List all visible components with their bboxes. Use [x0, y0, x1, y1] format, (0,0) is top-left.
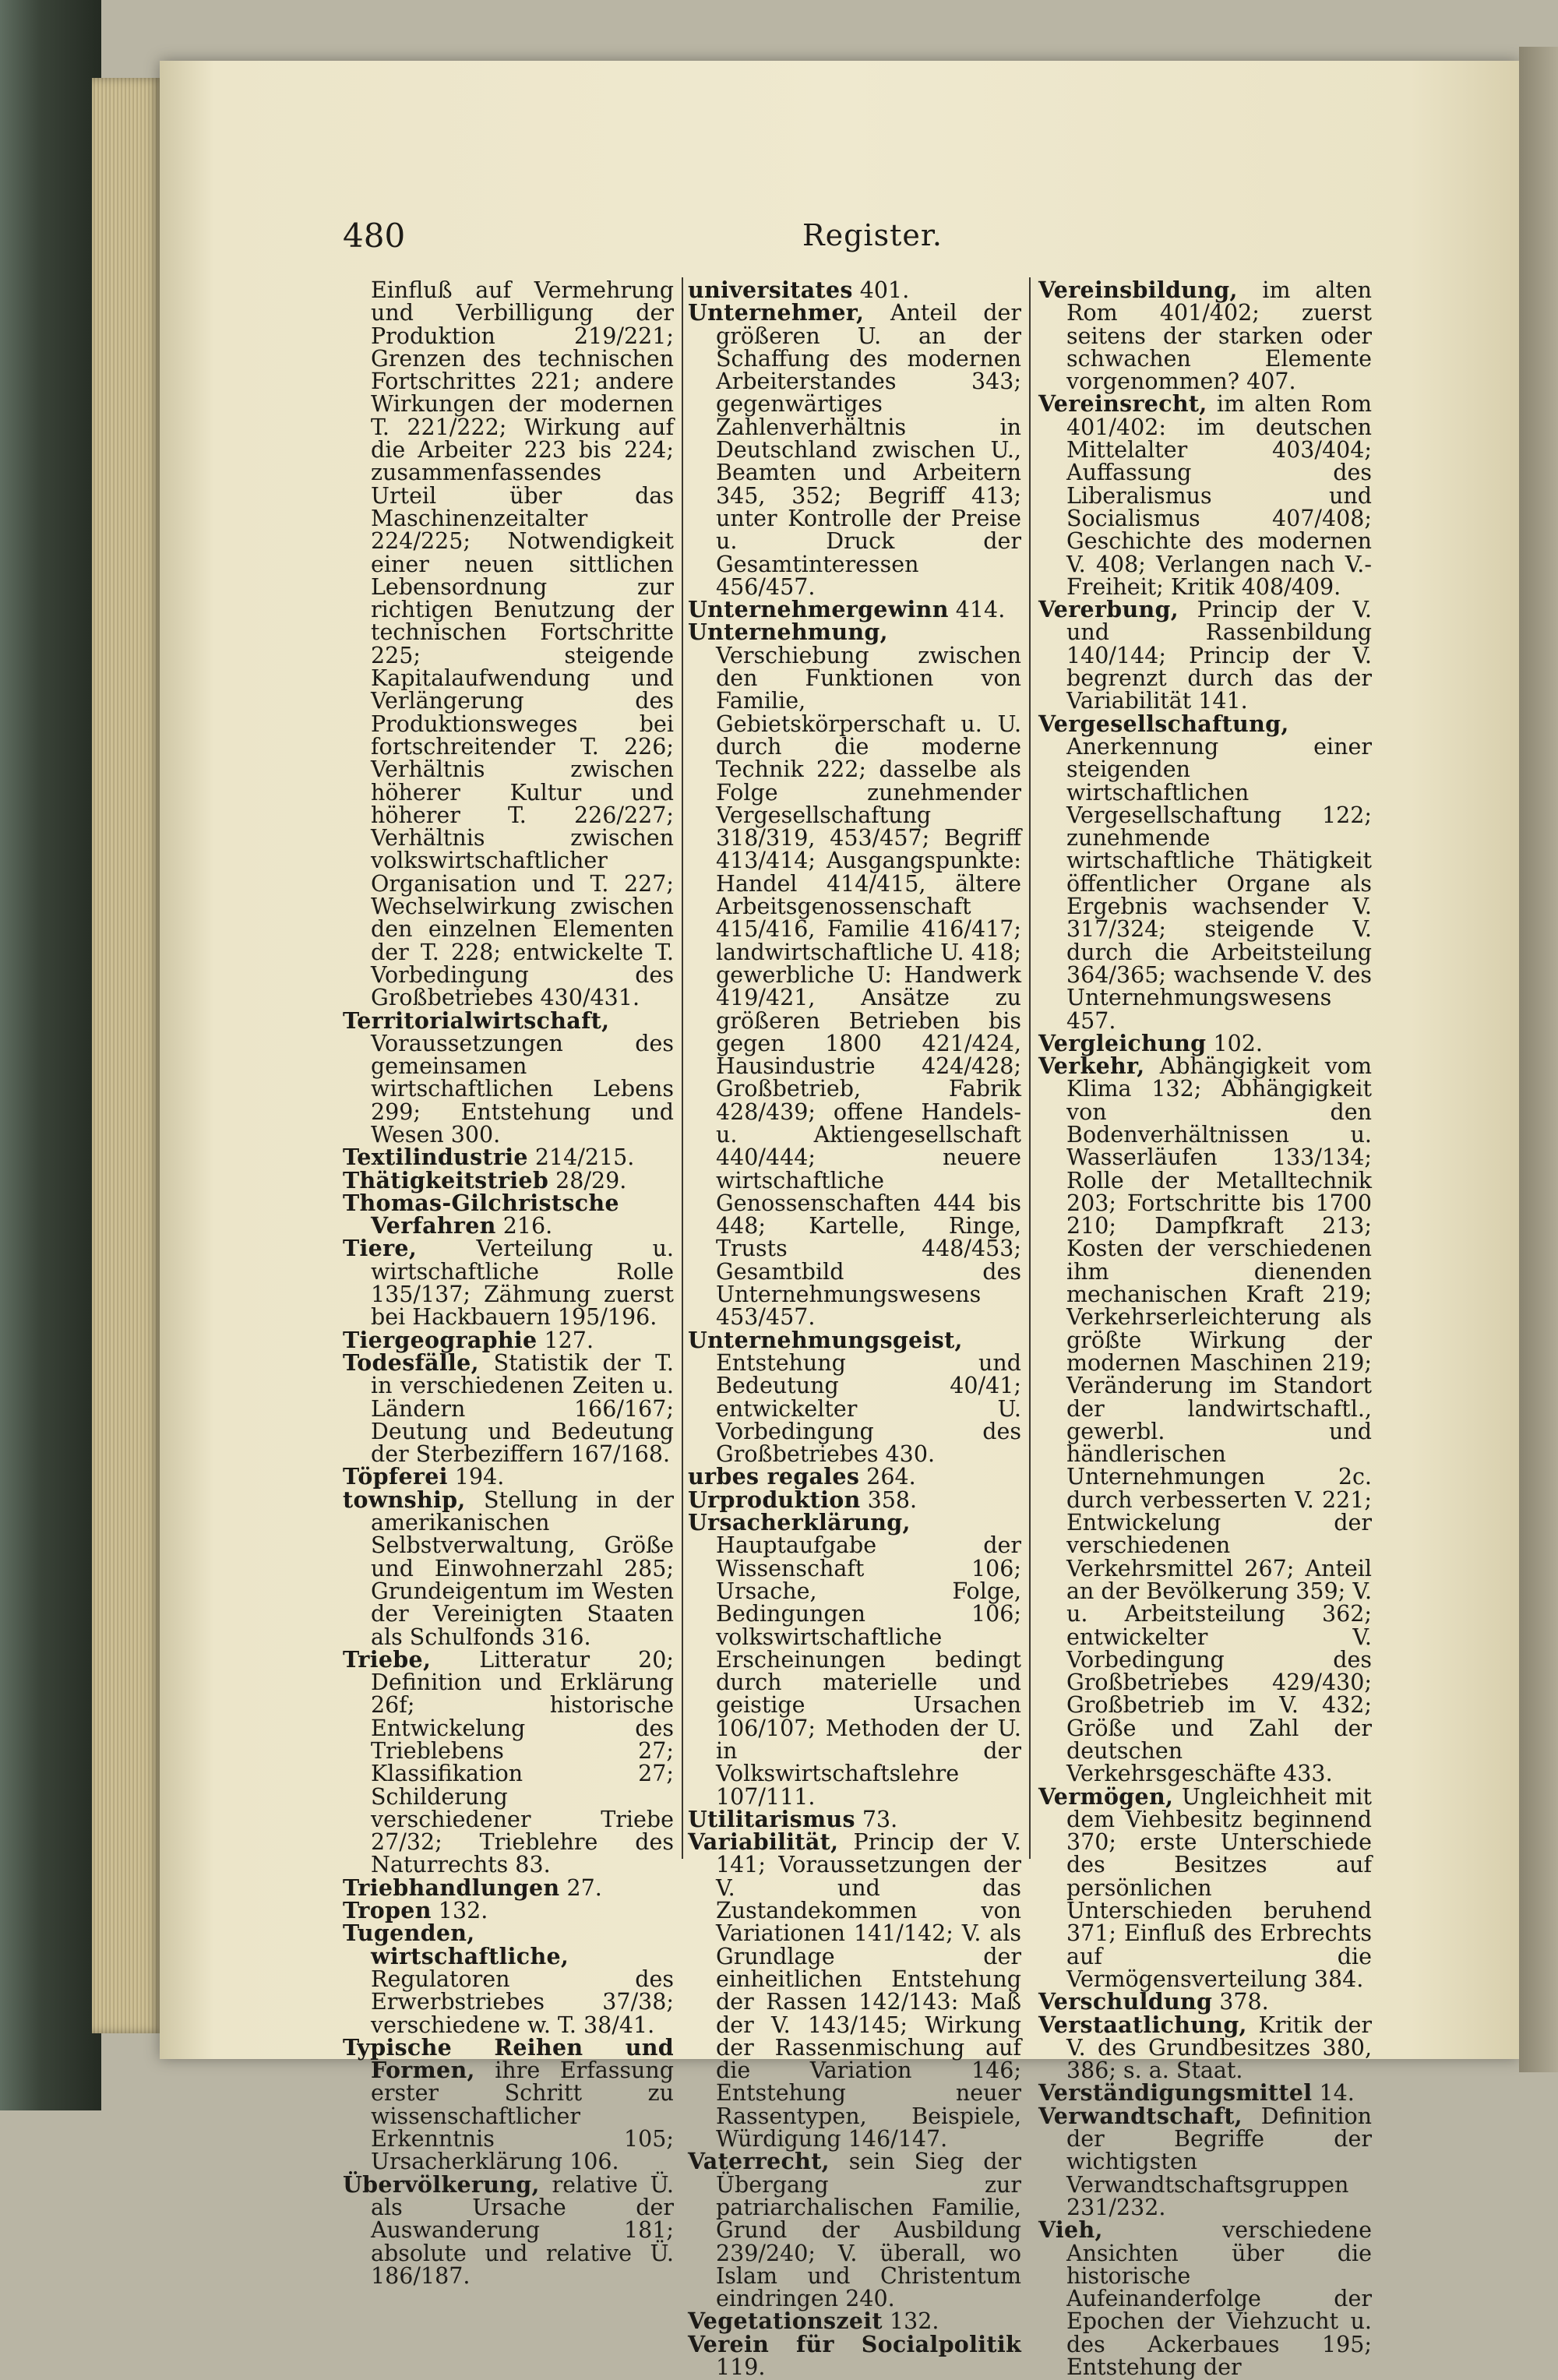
index-entry — [343, 1349, 674, 1468]
facing-page-edge — [1519, 47, 1558, 2072]
column-divider — [682, 277, 683, 1859]
entry-headword: Triebe, — [343, 1645, 432, 1673]
running-title: Register. — [802, 218, 943, 252]
index-entry — [1038, 2011, 1372, 2084]
page-edges — [92, 78, 162, 2033]
index-entry — [688, 1828, 1021, 2153]
entry-headword: township, — [343, 1486, 466, 1513]
entry-text: Verteilung u. wirtschaftliche Rolle 135/137; Zähmung zuerst bei Hackbauern 195/196. — [371, 1236, 674, 1331]
entry-headword: Übervölkerung, — [343, 2170, 540, 2198]
index-entry — [688, 1326, 1021, 1468]
entry-text: Kritik der V. des Grundbesitzes 380, 386; s. a. Staat. — [1066, 2012, 1372, 2084]
entry-headword: Vermögen, — [1038, 1782, 1174, 1810]
index-entry — [343, 2033, 674, 2175]
index-entry — [688, 1805, 1021, 1832]
entry-text: 358. — [860, 1486, 918, 1513]
entry-headword: Töpferei — [343, 1463, 448, 1490]
index-entry — [688, 619, 1021, 1331]
index-column-1 — [343, 277, 674, 2289]
entry-text: Anteil der größeren U. an der Schaffung des modernen Arbeiterstandes 343; gegenwärtiges Zahlenverhältnis in Deutschland zwischen U., Beamten und Arbeitern 345, 352; Begriff 413; unter Kontrolle der Preise u. Druck der Gesamtinteressen 456/457. — [716, 300, 1021, 600]
entry-text: 73. — [855, 1806, 898, 1832]
entry-text: 378. — [1212, 1989, 1269, 2015]
entry-text: Regulatoren des Erwerbstriebes 37/38; verschiedene w. T. 38/41. — [371, 1966, 674, 2038]
entry-headword: Tiere, — [343, 1235, 418, 1262]
entry-headword: Utilitarismus — [688, 1805, 855, 1832]
entry-text: ihre Erfassung erster Schritt zu wissenschaftlicher Erkenntnis 105; Ursacherklärung 106. — [371, 2057, 674, 2175]
entry-headword: Verschuldung — [1038, 1988, 1213, 2015]
entry-text: im alten Rom 401/402: im deutschen Mittelalter 403/404; Auffassung des Liberalismus und Socialismus 407/408; Geschichte des modernen V. 408; Verlangen nach V.-Freiheit; Kritik 408/409. — [1066, 391, 1372, 600]
entry-headword: Triebhandlungen — [343, 1874, 560, 1901]
index-entry — [343, 1235, 674, 1331]
index-entry — [688, 1465, 1021, 1488]
entry-headword: Unternehmer, — [688, 299, 865, 326]
entry-text: 214/215. — [527, 1144, 635, 1171]
index-entry — [688, 2150, 1021, 2310]
entry-text: sein Sieg der Übergang zur patriarchalischen Familie, Grund der Ausbildung 239/240; V. überall, wo Islam und Christentum eindringen 240. — [716, 2149, 1021, 2312]
index-entry — [688, 1511, 1021, 1808]
entry-headword: Textilindustrie — [343, 1144, 528, 1171]
index-entry — [1038, 1029, 1372, 1056]
entry-headword: Vereinsbildung, — [1038, 277, 1238, 303]
entry-headword: Typische Reihen und Formen, — [343, 2033, 674, 2084]
entry-headword: Vererbung, — [1038, 596, 1179, 623]
entry-headword: Tropen — [343, 1897, 432, 1924]
entry-headword: Ursacherklärung, — [688, 1509, 911, 1536]
index-entry — [1038, 598, 1372, 712]
index-entry — [1038, 2079, 1372, 2107]
index-entry — [1038, 279, 1372, 393]
entry-text: Anerkennung einer steigenden wirtschaftlichen Vergesellschaftung 122; zunehmende wirtschaftliche Thätigkeit öffentlicher Organe als Ergebnis wachsender V. 317/324; steigende V. durch die Arbeitsteilung 364/365; wachsende V. des Unternehmungswesens 457. — [1066, 733, 1372, 1034]
entry-headword: Vaterrecht, — [688, 2148, 830, 2175]
entry-text: Abhängigkeit vom Klima 132; Abhängigkeit von den Bodenverhältnissen u. Wasserläufen 133/134; Rolle der Metalltechnik 203; Fortschritte bis 1700 210; Dampfkraft 213; Kosten der verschiedenen ihm dienenden mechanischen Kraft 219; Verkehrserleichterung als größte Wirkung der modernen Maschinen 219; Veränderung im Standort der landwirtschaftl., gewerbl. und händlerischen Unternehmungen 2c. durch verbesserten V. 221; Entwickelung der verschiedenen Verkehrsmittel 267; Anteil an der Bevölkerung 359; V. u. Arbeitsteilung 362; entwickelter V. Vorbedingung des Großbetriebes 429/430; Großbetrieb im V. 432; Größe und Zahl der deutschen Verkehrsgeschäfte 433. — [1066, 1053, 1372, 1787]
book-cover — [0, 0, 101, 2110]
index-entry — [343, 1645, 674, 1878]
index-entry — [343, 279, 674, 1010]
index-entry — [1038, 2216, 1372, 2380]
index-entry — [1038, 390, 1372, 600]
index-entry — [1038, 2102, 1372, 2220]
entry-text: 27. — [559, 1874, 602, 1901]
entry-text: Statistik der T. in verschiedenen Zeiten u. Ländern 166/167; Deutung und Bedeutung der Sterbeziffern 167/168. — [371, 1349, 674, 1468]
index-entry — [343, 1166, 674, 1194]
entry-headword: Unternehmung, — [688, 619, 888, 646]
entry-text: Princip der V. und Rassenbildung 140/144; Princip der V. begrenzt durch das der Variabilität 141. — [1066, 597, 1372, 714]
entry-headword: Verkehr, — [1038, 1052, 1145, 1080]
entry-headword: Variabilität, — [688, 1828, 839, 1856]
entry-headword: Vergleichung — [1038, 1029, 1207, 1056]
entry-headword: universitates — [688, 277, 853, 303]
index-entry — [343, 1874, 674, 1901]
index-entry — [688, 279, 1021, 301]
index-column-3 — [1038, 277, 1372, 2380]
index-entry — [343, 1146, 674, 1169]
entry-headword: Territorialwirtschaft, — [343, 1007, 610, 1034]
entry-text: Stellung in der amerikanischen Selbstverwaltung, Größe und Einwohnerzahl 285; Grundeigentum im Westen der Vereinigten Staaten als Schulfonds 316. — [371, 1486, 674, 1650]
index-entry — [688, 2330, 1021, 2380]
index-entry — [343, 1922, 674, 2036]
index-entry — [343, 1326, 674, 1353]
index-entry — [688, 598, 1021, 621]
entry-text: Hauptaufgabe der Wissenschaft 106; Ursache, Folge, Bedingungen 106; volkswirtschaftliche Erscheinungen bedingt durch materielle und geistige Ursachen 106/107; Methoden der U. in der Volkswirtschaftslehre 107/111. — [716, 1532, 1021, 1810]
entry-text: Einfluß auf Vermehrung und Verbilligung der Produktion 219/221; Grenzen des technischen Fortschrittes 221; andere Wirkungen der modernen T. 221/222; Wirkung auf die Arbeiter 223 bis 224; zusammenfassendes Urteil über das Maschinenzeitalter 224/225; Notwendigkeit einer neuen sittlichen Lebensordnung zur richtigen Benutzung der technischen Fortschritte 225; steigende Kapitalaufwendung und Verlängerung des Produktionsweges bei fortschreitender T. 226; Verhältnis zwischen höherer Kultur und höherer T. 226/227; Verhältnis zwischen volkswirtschaftlicher Organisation und T. 227; Wechselwirkung zwischen den einzelnen Elementen der T. 228; entwickelte T. Vorbedingung des Großbetriebes 430/431. — [371, 277, 674, 1011]
entry-headword: Verständigungsmittel — [1038, 2079, 1313, 2107]
index-entry — [343, 2170, 674, 2289]
index-entry — [688, 1486, 1021, 1513]
entry-headword: Vegetationszeit — [688, 2308, 883, 2335]
entry-headword: Verstaatlichung, — [1038, 2011, 1247, 2038]
column-divider — [1029, 277, 1031, 1859]
entry-headword: Verwandtschaft, — [1038, 2102, 1243, 2129]
entry-text: 14. — [1312, 2080, 1355, 2107]
index-entry — [343, 1465, 674, 1488]
entry-text: 28/29. — [548, 1167, 627, 1194]
entry-text: relative Ü. als Ursache der Auswanderung 181; absolute und relative Ü. 186/187. — [371, 2171, 674, 2289]
entry-headword: Vergesellschaftung, — [1038, 710, 1289, 737]
page-number: 480 — [343, 217, 406, 255]
entry-text: 132. — [882, 2308, 939, 2335]
entry-headword: Vieh, — [1038, 2216, 1103, 2244]
entry-text: 119. — [716, 2354, 766, 2380]
entry-headword: Vereinsrecht, — [1038, 390, 1207, 418]
entry-text: 102. — [1206, 1030, 1263, 1056]
entry-headword: Thätigkeitstrieb — [343, 1166, 549, 1194]
entry-text: 414. — [948, 597, 1006, 623]
entry-text: 132. — [431, 1898, 488, 1924]
index-entry — [688, 301, 1021, 598]
index-entry — [343, 1899, 674, 1922]
index-entry — [1038, 710, 1372, 1034]
entry-text: Entstehung und Bedeutung 40/41; entwickelter U. Vorbedingung des Großbetriebes 430. — [716, 1349, 1021, 1468]
entry-headword: Thomas-Gilchristsche Verfahren — [343, 1189, 619, 1239]
entry-headword: Unternehmungsgeist, — [688, 1326, 963, 1353]
entry-text: im alten Rom 401/402; zuerst seitens der starken oder schwachen Elemente vorgenommen? 407. — [1066, 277, 1372, 395]
entry-headword: Unternehmergewinn — [688, 596, 949, 623]
entry-text: 127. — [537, 1327, 594, 1353]
index-entry — [1038, 1782, 1372, 1992]
index-column-2 — [688, 277, 1021, 2380]
entry-text: Verschiebung zwischen den Funktionen von Familie, Gebietskörperschaft u. U. durch die moderne Technik 222; dasselbe als Folge zunehmender Vergesellschaftung 318/319, 453/457; Begriff 413/414; Ausgangspunkte: Handel 414/415, ältere Arbeitsgenossenschaft 415/416, Familie 416/417; landwirtschaftliche U. 418; gewerbliche U: Handwerk 419/421, Ansätze zu größeren Betrieben bis gegen 1800 421/424, Hausindustrie 424/428; Großbetrieb, Fabrik 428/439; offene Handels- u. Aktiengesellschaft 440/444; neuere wirtschaftliche Genossenschaften 444 bis 448; Kartelle, Ringe, Trusts 448/453; Gesamtbild des Unternehmungswesens 453/457. — [716, 642, 1021, 1331]
entry-text: Litteratur 20; Definition und Erklärung 26f; historische Entwickelung des Trieblebens 27; Klassifikation 27; Schilderung verschiedener Triebe 27/32; Trieblehre des Naturrechts 83. — [371, 1646, 674, 1878]
entry-text: Princip der V. 141; Voraussetzungen der V. und das Zustandekommen von Variationen 141/142; V. als Grundlage der einheitlichen Entstehung der Rassen 142/143: Maß der V. 143/145; Wirkung der Rassenmischung auf die Variation 146; Entstehung neuer Rassentypen, Beispiele, Würdigung 146/147. — [716, 1829, 1021, 2153]
entry-text: 194. — [447, 1464, 505, 1490]
index-entry — [343, 1007, 674, 1148]
entry-text: 401. — [852, 277, 910, 303]
entry-text: Voraussetzungen des gemeinsamen wirtschaftlichen Lebens 299; Entstehung und Wesen 300. — [371, 1030, 674, 1148]
entry-headword: Todesfälle, — [343, 1349, 479, 1376]
entry-text: verschiedene Ansichten über die historische Aufeinanderfolge der Epochen der Viehzucht u. des Ackerbaues 195; Entstehung der — [1066, 2217, 1372, 2380]
entry-headword: Tiergeographie — [343, 1326, 538, 1353]
entry-headword: Urproduktion — [688, 1486, 861, 1513]
entry-text: Ungleichheit mit dem Viehbesitz beginnend 370; erste Unterschiede des Besitzes auf persönlichen Unterschieden beruhend 371; Einfluß des Erbrechts auf die Vermögensverteilung 384. — [1066, 1783, 1372, 1992]
entry-headword: Tugenden, wirtschaftliche, — [343, 1920, 569, 1969]
index-entry — [343, 1189, 674, 1239]
entry-text: 264. — [859, 1464, 916, 1490]
entry-headword: urbes regales — [688, 1463, 860, 1490]
index-entry — [1038, 1052, 1372, 1787]
index-entry — [688, 2308, 1021, 2335]
entry-headword: Verein für Socialpolitik — [688, 2330, 1021, 2357]
index-entry — [1038, 1990, 1372, 2013]
index-entry — [343, 1486, 674, 1650]
entry-text: Definition der Begriffe der wichtigsten Verwandtschaftsgruppen 231/232. — [1066, 2103, 1372, 2220]
entry-text: 216. — [495, 1213, 553, 1239]
